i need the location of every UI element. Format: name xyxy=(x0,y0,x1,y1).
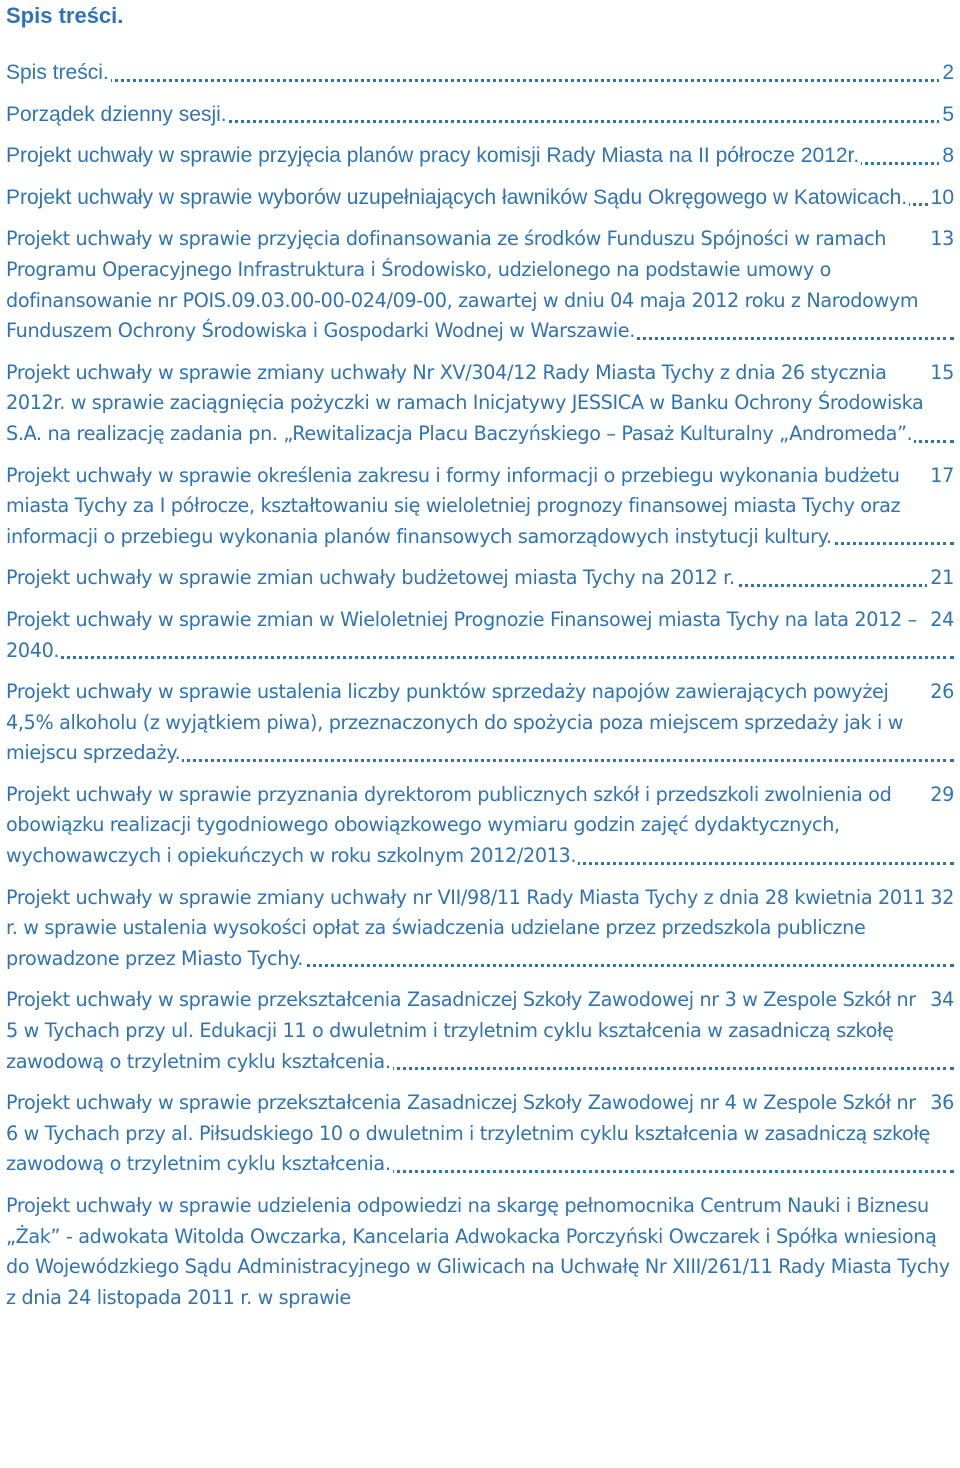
toc-entry-text: Projekt uchwały w sprawie udzielenia odpowiedzi na skargę pełnomocnika Centrum Nauki i Biznesu „Żak” - adwokata Witolda Owczarka, Kancelaria Adwokacka Porczyński Owczarek i Spółka wniesioną do Wojewódzkiego Sądu Administracyjnego w Gliwicach na Uchwałę Nr XIII/261/11 Rady Miasta Tychy z dnia 24 listopada 2011 r. w sprawie xyxy=(6,1194,950,1309)
toc-entry-text: Projekt uchwały w sprawie wyborów uzupełniających ławników Sądu Okręgowego w Katowicach. xyxy=(6,185,908,209)
table-of-contents xyxy=(6,58,954,1313)
toc-entry[interactable] xyxy=(6,100,954,131)
toc-page-number: 32 xyxy=(927,883,954,914)
toc-page-number: 8 xyxy=(939,141,954,172)
toc-entry[interactable] xyxy=(6,1191,954,1313)
document-page xyxy=(6,0,954,1324)
toc-entry-text: Spis treści. xyxy=(6,61,109,84)
toc-entry-text: Projekt uchwały w sprawie przekształcenia Zasadniczej Szkoły Zawodowej nr 3 w Zespole Szkół nr 5 w Tychach przy ul. Edukacji 11 o dwuletnim i trzyletnim cyklu kształcenia w zasadniczą szkołę zawodową o trzyletnim cyklu kształcenia. xyxy=(6,988,916,1073)
toc-page-number: 15 xyxy=(927,358,954,389)
toc-entry-text: Projekt uchwały w sprawie zmian uchwały budżetowej miasta Tychy na 2012 r. xyxy=(6,566,735,590)
toc-entry-text: Projekt uchwały w sprawie ustalenia liczby punktów sprzedaży napojów zawierających powyżej 4,5% alkoholu (z wyjątkiem piwa), przeznaczonych do spożycia poza miejscem sprzedaży jak i w miejscu sprzedaży. xyxy=(6,680,904,765)
page-title: Spis treści. xyxy=(6,3,124,28)
toc-entry[interactable] xyxy=(6,883,954,975)
toc-entry[interactable] xyxy=(6,985,954,1077)
toc-entry[interactable] xyxy=(6,780,954,872)
toc-entry-text: Projekt uchwały w sprawie zmiany uchwały Nr XV/304/12 Rady Miasta Tychy z dnia 26 stycznia 2012r. w sprawie zaciągnięcia pożyczki w ramach Inicjatywy JESSICA w Banku Ochrony Środowiska S.A. na realizację zadania pn. „Rewitalizacja Placu Baczyńskiego – Pasaż Kulturalny „Andromeda”. xyxy=(6,360,924,445)
toc-page-number: 34 xyxy=(927,985,954,1016)
toc-page-number: 17 xyxy=(927,461,954,492)
toc-entry[interactable] xyxy=(6,183,954,214)
toc-entry-text: Projekt uchwały w sprawie zmiany uchwały nr VII/98/11 Rady Miasta Tychy z dnia 28 kwietnia 2011 r. w sprawie ustalenia wysokości opłat za świadczenia udzielane przez przedszkola publiczne prowadzone przez Miasto Tychy. xyxy=(6,885,926,970)
toc-entry[interactable] xyxy=(6,358,954,450)
toc-page-number: 21 xyxy=(927,563,954,594)
toc-entry-text: Projekt uchwały w sprawie określenia zakresu i formy informacji o przebiegu wykonania budżetu miasta Tychy za I półrocze, kształtowaniu się wieloletniej prognozy finansowej miasta Tychy oraz informacji o przebiegu wykonania planów finansowych samorządowych instytucji kultury. xyxy=(6,463,901,548)
toc-entry-text: Projekt uchwały w sprawie przyjęcia dofinansowania ze środków Funduszu Spójności w ramach Programu Operacyjnego Infrastruktura i Środowisko, udzielonego na podstawie umowy o dofinansowanie nr POIS.09.03.00-00-024/09-00, zawartej w dniu 04 maja 2012 roku z Narodowym Funduszem Ochrony Środowiska i Gospodarki Wodnej w Warszawie. xyxy=(6,227,919,343)
toc-page-number: 2 xyxy=(939,58,954,89)
toc-entry[interactable] xyxy=(6,563,954,594)
toc-entry[interactable] xyxy=(6,141,954,172)
dot-leader xyxy=(6,656,954,659)
toc-entry[interactable] xyxy=(6,461,954,553)
toc-page-number: 5 xyxy=(939,100,954,131)
toc-entry-text: Porządek dzienny sesji. xyxy=(6,102,227,126)
toc-entry-text: Projekt uchwały w sprawie przyjęcia planów pracy komisji Rady Miasta na II półrocze 2012r. xyxy=(6,144,860,168)
toc-page-number: 36 xyxy=(927,1088,954,1119)
toc-entry[interactable] xyxy=(6,605,954,666)
toc-page-number: 24 xyxy=(927,605,954,636)
toc-entry[interactable] xyxy=(6,58,954,89)
toc-page-number: 26 xyxy=(927,677,954,708)
toc-entry-text: Projekt uchwały w sprawie przekształcenia Zasadniczej Szkoły Zawodowej nr 4 w Zespole Szkół nr 6 w Tychach przy al. Piłsudskiego 10 o dwuletnim i trzyletnim cyklu kształcenia w zasadniczą szkołę zawodową o trzyletnim cyklu kształcenia. xyxy=(6,1091,931,1176)
toc-page-number: 10 xyxy=(928,183,954,214)
toc-entry-text: Projekt uchwały w sprawie przyznania dyrektorom publicznych szkół i przedszkoli zwolnienia od obowiązku realizacji tygodniowego obowiązkowego wymiaru godzin zajęć dydaktycznych, wychowawczych i opiekuńczych w roku szkolnym 2012/2013. xyxy=(6,782,892,868)
toc-entry[interactable] xyxy=(6,1088,954,1180)
toc-entry[interactable] xyxy=(6,224,954,346)
toc-entry-text: Projekt uchwały w sprawie zmian w Wieloletniej Prognozie Finansowej miasta Tychy na lata 2012 – 2040. xyxy=(6,607,917,662)
dot-leader xyxy=(6,79,954,82)
toc-page-number: 29 xyxy=(927,780,954,811)
toc-entry[interactable] xyxy=(6,677,954,769)
toc-page-number: 13 xyxy=(927,224,954,255)
